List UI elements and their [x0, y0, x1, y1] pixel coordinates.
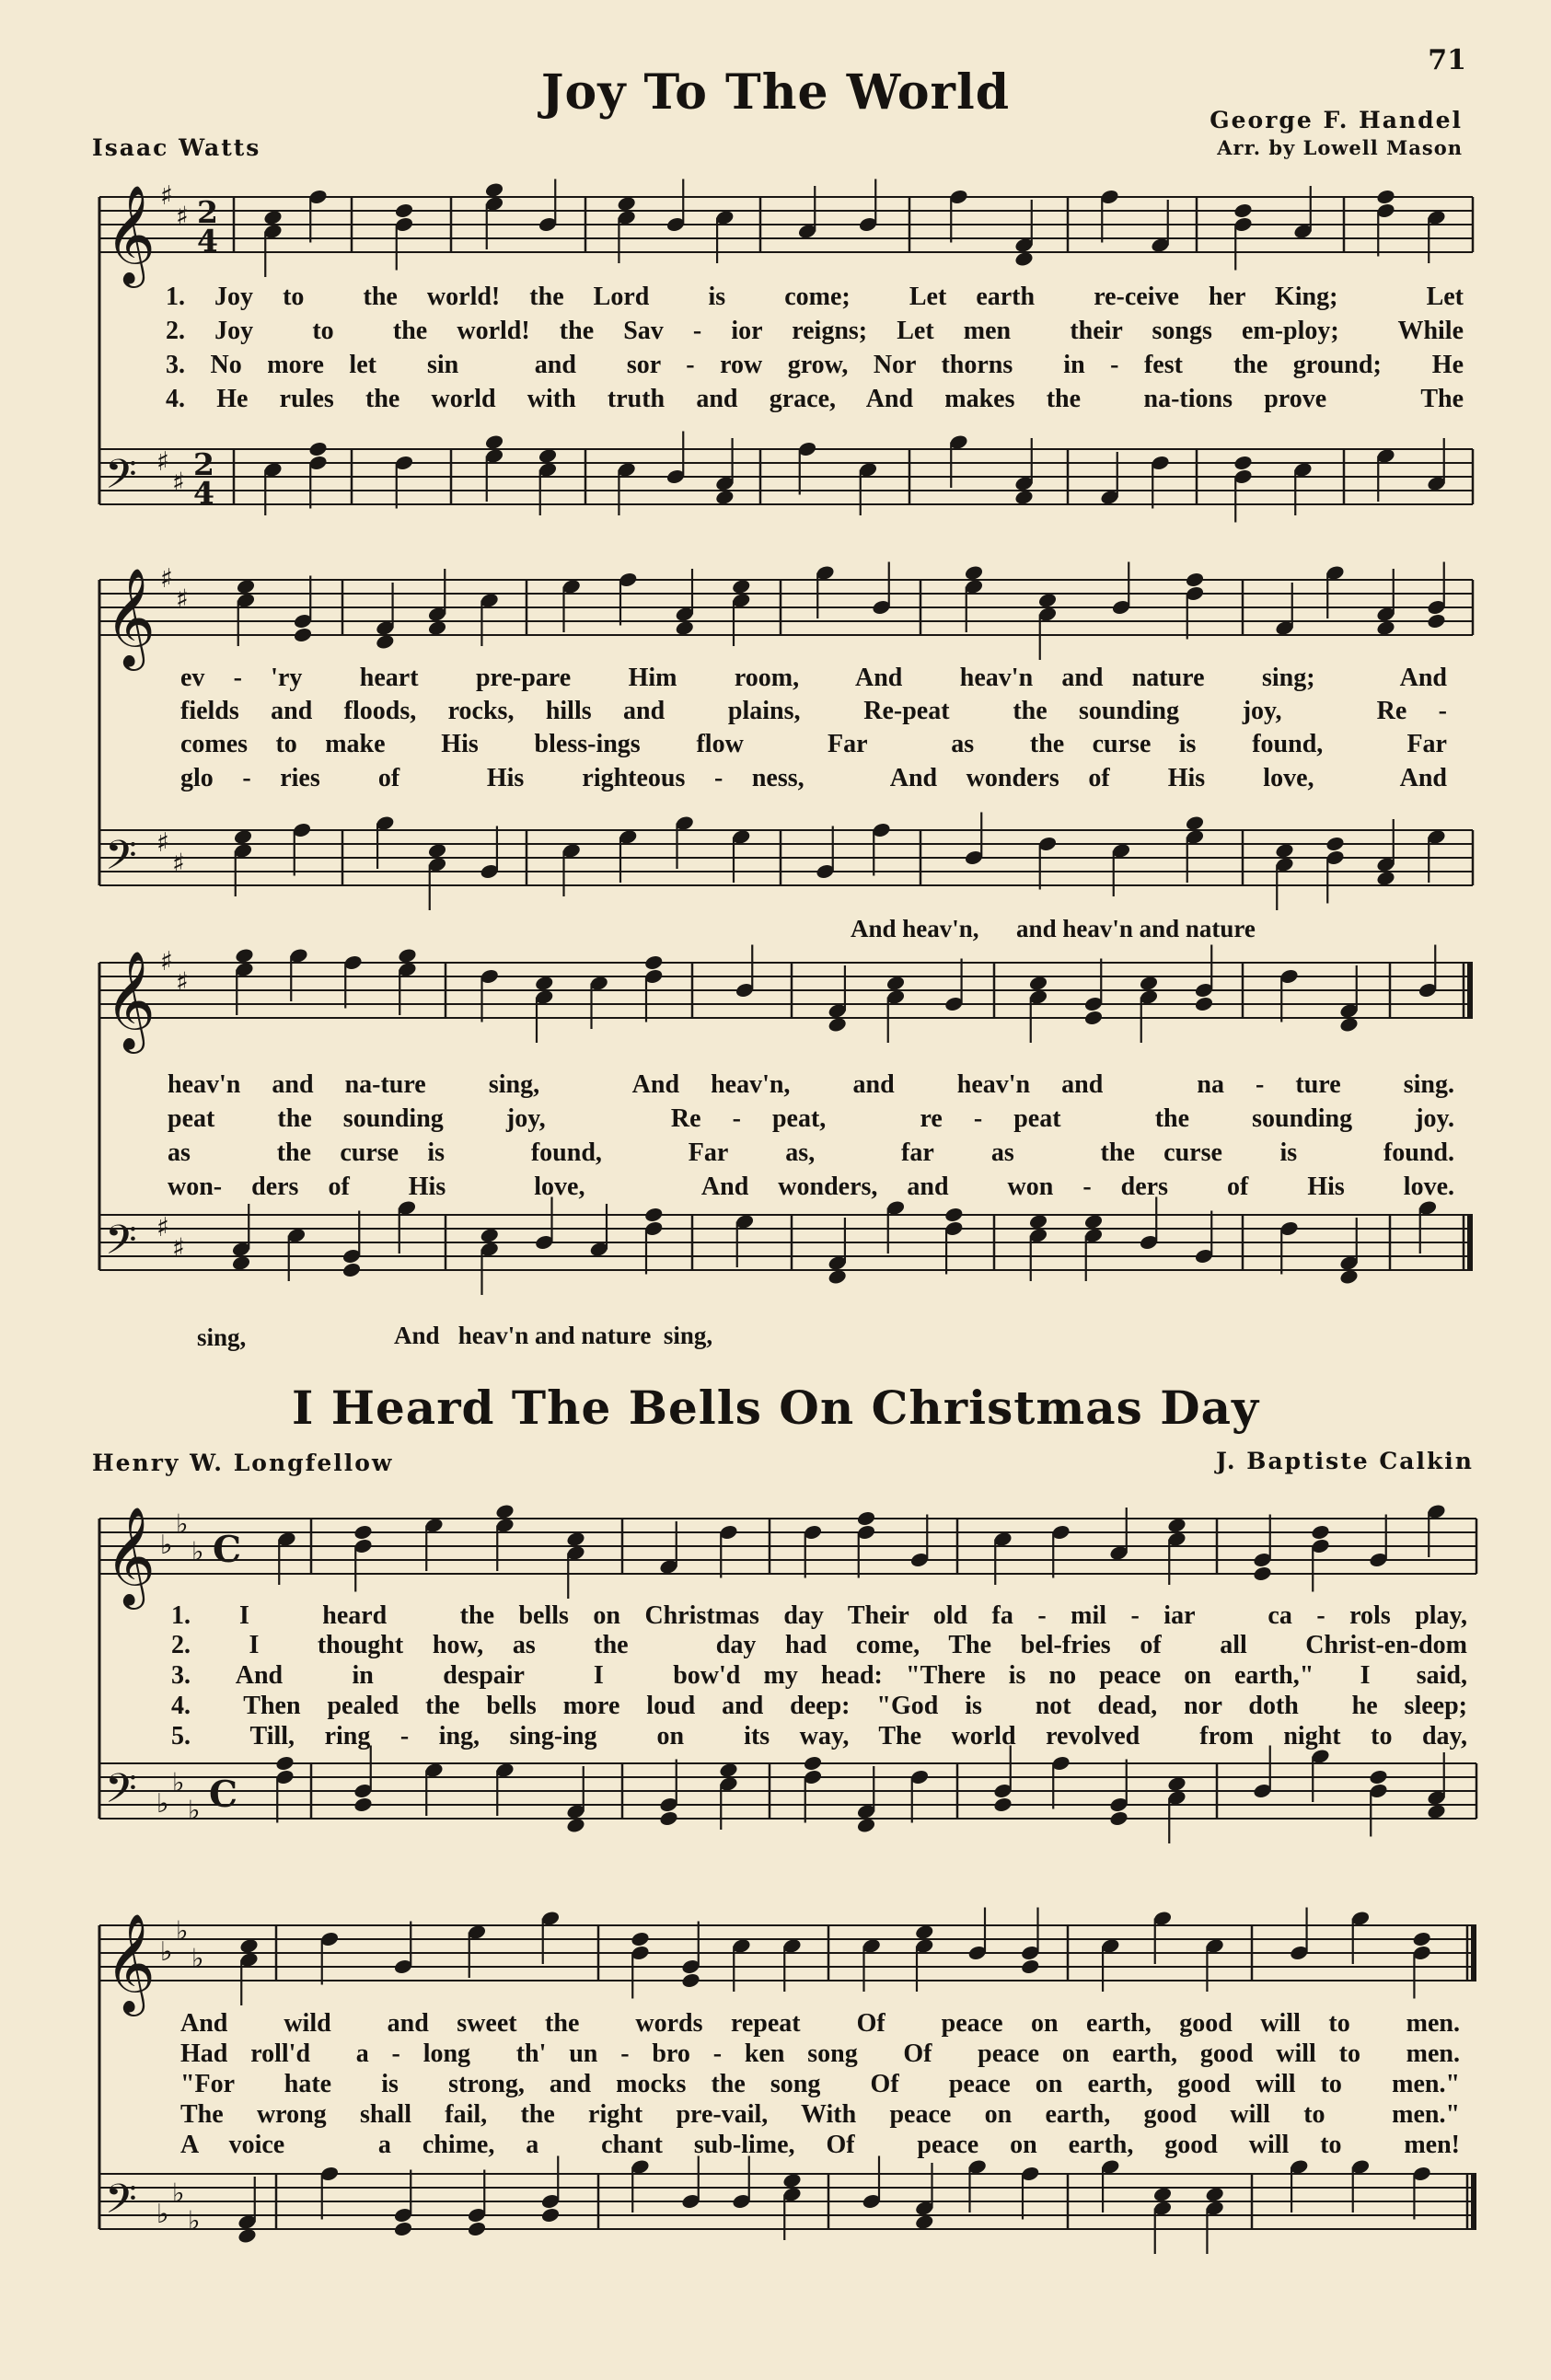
- lyric-line: 4. He rules the world with truth and grace, And makes the na-tions prove The: [166, 385, 1464, 413]
- bass-clef-icon: 𝄢: [105, 2175, 137, 2233]
- sharp-icon: ♯: [156, 1212, 169, 1242]
- lyric-line: 1. Joy to the world! the Lord is come; Let earth re-ceive her King; Let: [166, 283, 1464, 311]
- note-head: [540, 2207, 561, 2224]
- note-head: [1325, 836, 1346, 853]
- treble-clef-icon: 𝄞: [105, 950, 156, 1049]
- flat-icon: ♭: [191, 1536, 204, 1567]
- note-head: [803, 1755, 823, 1773]
- note-head: [293, 627, 313, 644]
- flat-icon: ♭: [176, 1915, 189, 1947]
- flat-icon: ♭: [160, 1936, 173, 1967]
- lyric-line: 3. No more let sin and sor - row grow, Nor thorns in - fest the ground; He: [166, 351, 1464, 379]
- lyric-line: comes to make His bless-ings flow Far as the curse is found, Far: [180, 730, 1447, 758]
- time-signature-bottom: 4: [193, 475, 214, 511]
- bass-staff: [99, 2156, 1476, 2255]
- note-head: [643, 954, 664, 972]
- flat-icon: ♭: [176, 1508, 189, 1540]
- lyric-line: peat the sounding joy, Re - peat, re - peat the sounding joy.: [168, 1104, 1454, 1133]
- note-head: [1194, 996, 1214, 1013]
- lyric-line: "For hate is strong, and mocks the song Of peace on earth, good will to men.": [180, 2070, 1460, 2098]
- note-head: [643, 1207, 664, 1224]
- note-head: [659, 1810, 679, 1828]
- bass-words: sing,: [197, 1323, 247, 1351]
- flat-icon: ♭: [156, 2199, 169, 2229]
- song-title: Joy To The World: [540, 64, 1011, 121]
- lyric-line: And wild and sweet the words repeat Of peace on earth, good will to men.: [180, 2009, 1460, 2038]
- lyric-line: ev - 'ry heart pre-pare Him room, And heav'n and nature sing; And: [180, 664, 1447, 692]
- note-head: [993, 1797, 1013, 1814]
- composer-credit: George F. Handel: [1210, 107, 1463, 133]
- lyric-line: The wrong shall fail, the right pre-vail, With peace on earth, good will to men.": [180, 2100, 1460, 2129]
- lyric-line: glo - ries of His righteous - ness, And wonders of His love, And: [180, 764, 1447, 792]
- common-time-icon: C: [209, 1773, 238, 1816]
- note-head: [1369, 1769, 1389, 1786]
- note-head: [394, 202, 414, 220]
- note-head: [308, 441, 329, 458]
- flat-icon: ♭: [188, 2205, 201, 2236]
- lyricist-credit: Isaac Watts: [92, 134, 261, 161]
- lyric-line: A voice a chime, a chant sub-lime, Of peace on earth, good will to men!: [180, 2131, 1460, 2159]
- treble-staff: [99, 562, 1473, 672]
- time-signature-bottom: 4: [197, 223, 218, 259]
- note-head: [1412, 1931, 1432, 1948]
- lyric-line: 4. Then pealed the bells more loud and deep: "God is not dead, nor doth he sleep;: [171, 1692, 1467, 1720]
- bass-clef-icon: 𝄢: [105, 1216, 137, 1274]
- note-head: [341, 1262, 362, 1279]
- bass-clef-icon: 𝄢: [105, 1764, 137, 1822]
- lyric-line: as the curse is found, Far as, far as the curse is found.: [168, 1138, 1454, 1167]
- flat-icon: ♭: [172, 2178, 185, 2209]
- sharp-icon: ♯: [176, 966, 189, 998]
- time-signature-top: 2: [193, 446, 214, 482]
- flat-icon: ♭: [172, 1767, 185, 1798]
- lyric-line: heav'n and na-ture sing, And heav'n, and heav'n and na - ture sing.: [168, 1070, 1454, 1099]
- note-head: [1427, 613, 1447, 630]
- bass-clef-icon: 𝄢: [105, 831, 137, 889]
- lyric-line: fields and floods, rocks, hills and plains, Re-peat the sounding joy, Re -: [180, 697, 1447, 725]
- sharp-icon: ♯: [172, 848, 185, 879]
- song-title: I Heard The Bells On Christmas Day: [291, 1381, 1260, 1435]
- lyric-line: 2. Joy to the world! the Sav - ior reigns; Let men their songs em-ploy; While: [166, 317, 1464, 345]
- treble-staff: [99, 1503, 1476, 1610]
- time-signature-top: 2: [197, 194, 218, 230]
- flat-icon: ♭: [191, 1943, 204, 1974]
- bass-staff: [99, 1197, 1473, 1296]
- note-head: [467, 2221, 487, 2238]
- bass-staff: [99, 1746, 1476, 1844]
- bass-staff: [99, 813, 1473, 911]
- bass-clef-icon: 𝄢: [105, 450, 137, 508]
- bass-staff: [99, 432, 1473, 523]
- common-time-icon: C: [213, 1529, 242, 1571]
- flat-icon: ♭: [160, 1530, 173, 1560]
- note-head: [631, 1931, 651, 1948]
- treble-clef-icon: 𝄞: [105, 184, 156, 283]
- treble-staff: [99, 179, 1473, 289]
- lyric-line: 5. Till, ring - ing, sing-ing on its way, The world revolved from night to day,: [171, 1722, 1467, 1750]
- note-head: [275, 1755, 295, 1773]
- sharp-icon: ♯: [156, 446, 169, 477]
- bass-words: And heav'n and nature sing,: [394, 1322, 713, 1349]
- sharp-icon: ♯: [160, 563, 173, 594]
- note-head: [1376, 189, 1396, 206]
- lyric-line: 1. I heard the bells on Christmas day Their old fa - mil - iar ca - rols play,: [171, 1601, 1467, 1630]
- note-head: [1185, 572, 1205, 589]
- sharp-icon: ♯: [172, 467, 185, 498]
- sharp-icon: ♯: [160, 180, 173, 211]
- page-number: 71: [1428, 44, 1466, 76]
- arranger-credit: Arr. by Lowell Mason: [1217, 136, 1463, 159]
- note-head: [1253, 1565, 1273, 1583]
- note-head: [353, 1797, 374, 1814]
- flat-icon: ♭: [156, 1788, 169, 1819]
- note-head: [1020, 1958, 1040, 1976]
- treble-clef-icon: 𝄞: [105, 1912, 156, 2012]
- sharp-icon: ♯: [172, 1232, 185, 1264]
- bass-words: And heav'n, and heav'n and nature: [851, 915, 1256, 942]
- note-head: [1233, 455, 1254, 472]
- composer-credit: J. Baptiste Calkin: [1216, 1448, 1474, 1474]
- note-head: [856, 1510, 876, 1528]
- note-head: [1233, 202, 1254, 220]
- lyricist-credit: Henry W. Longfellow: [92, 1450, 394, 1476]
- lyric-line: won- ders of His love, And wonders, and won - ders of His love.: [168, 1173, 1454, 1201]
- note-head: [1083, 1010, 1104, 1027]
- note-head: [1109, 1810, 1129, 1828]
- note-head: [1311, 1524, 1331, 1542]
- sharp-icon: ♯: [176, 201, 189, 232]
- note-head: [353, 1524, 374, 1542]
- lyric-line: 2. I thought how, as the day had come, The bel-fries of all Christ-en-dom: [171, 1631, 1467, 1659]
- treble-clef-icon: 𝄞: [105, 567, 156, 666]
- treble-staff: [99, 945, 1473, 1055]
- sharp-icon: ♯: [156, 827, 169, 858]
- sharp-icon: ♯: [160, 946, 173, 976]
- treble-clef-icon: 𝄞: [105, 1506, 156, 1605]
- note-head: [681, 1972, 701, 1990]
- lyric-line: 3. And in despair I bow'd my head: "There is no peace on earth," I said,: [171, 1661, 1467, 1690]
- lyric-line: Had roll'd a - long th' un - bro - ken song Of peace on earth, good will to men.: [180, 2039, 1460, 2068]
- flat-icon: ♭: [188, 1795, 201, 1826]
- note-head: [393, 2221, 413, 2238]
- note-head: [943, 1207, 964, 1224]
- treble-staff: [99, 1908, 1476, 2017]
- sharp-icon: ♯: [176, 583, 189, 615]
